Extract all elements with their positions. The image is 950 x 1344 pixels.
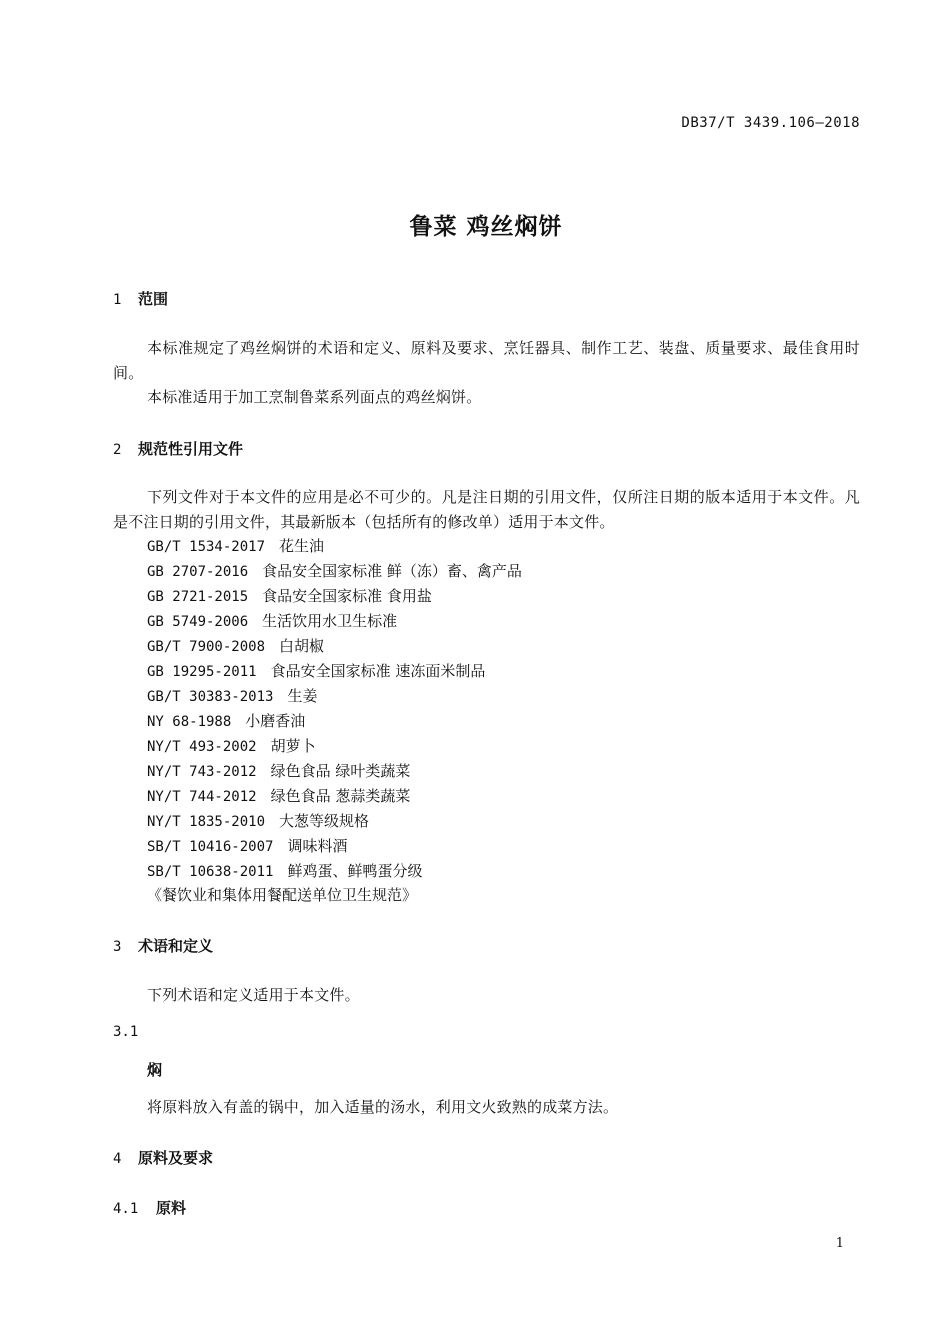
page-title: 鲁菜 鸡丝焖饼 (409, 214, 563, 240)
reference-code: NY 68-1988 (147, 714, 232, 730)
reference-item (147, 760, 410, 781)
reference-item (147, 610, 397, 631)
document-code: DB37/T 3439.106—2018 (681, 115, 860, 131)
reference-item: 《餐饮业和集体用餐配送单位卫生规范》 (147, 886, 418, 904)
reference-name: 生姜 (287, 687, 318, 705)
section-title: 范围 (138, 290, 169, 308)
section-number: 3 (113, 939, 122, 955)
section-heading-normative-references (113, 438, 243, 459)
reference-item (147, 710, 305, 731)
reference-name: 白胡椒 (279, 637, 325, 655)
reference-item (147, 585, 432, 606)
reference-item (147, 835, 347, 856)
reference-item (147, 685, 317, 706)
paragraph: 本标准适用于加工烹制鲁菜系列面点的鸡丝焖饼。 (147, 388, 482, 406)
subsection-title: 原料 (156, 1199, 187, 1217)
reference-code: GB 19295-2011 (147, 664, 257, 680)
reference-code: NY/T 493-2002 (147, 739, 257, 755)
reference-item (147, 785, 410, 806)
section-heading-terms-definitions (113, 935, 213, 956)
reference-name: 鲜鸡蛋、鲜鸭蛋分级 (287, 862, 423, 880)
section-heading-materials (113, 1147, 213, 1168)
reference-name: 调味料酒 (287, 837, 348, 855)
reference-name: 胡萝卜 (270, 737, 316, 755)
reference-code: GB/T 30383-2013 (147, 689, 274, 705)
reference-name: 食品安全国家标准 食用盐 (262, 587, 432, 605)
section-title: 原料及要求 (138, 1149, 214, 1167)
reference-code: NY/T 1835-2010 (147, 814, 266, 830)
reference-name: 绿色食品 绿叶类蔬菜 (270, 762, 411, 780)
reference-item (147, 560, 522, 581)
section-number: 4 (113, 1151, 122, 1167)
section-number: 1 (113, 292, 122, 308)
reference-name: 生活饮用水卫生标准 (262, 612, 398, 630)
reference-name: 食品安全国家标准 鲜（冻）畜、禽产品 (262, 562, 522, 580)
section-heading-scope (113, 288, 168, 309)
reference-code: GB 5749-2006 (147, 614, 249, 630)
reference-item (147, 735, 316, 756)
reference-name: 食品安全国家标准 速冻面米制品 (270, 662, 486, 680)
section-number: 2 (113, 442, 122, 458)
reference-code: SB/T 10638-2011 (147, 864, 274, 880)
term-definition: 将原料放入有盖的锅中，加入适量的汤水，利用文火致熟的成菜方法。 (147, 1098, 619, 1116)
section-title: 规范性引用文件 (138, 440, 244, 458)
reference-item (147, 660, 485, 681)
reference-code: NY/T 743-2012 (147, 764, 257, 780)
paragraph: 本标准规定了鸡丝焖饼的术语和定义、原料及要求、烹饪器具、制作工艺、装盘、质量要求、最佳食用时间。 (113, 339, 860, 382)
reference-item (147, 535, 324, 556)
reference-code: NY/T 744-2012 (147, 789, 257, 805)
reference-code: GB 2707-2016 (147, 564, 249, 580)
subsection-number: 4.1 (113, 1201, 139, 1217)
reference-code: SB/T 10416-2007 (147, 839, 274, 855)
subsection-number: 3.1 (113, 1024, 139, 1040)
reference-name: 绿色食品 葱蒜类蔬菜 (270, 787, 411, 805)
term: 焖 (147, 1061, 163, 1079)
reference-item (147, 810, 369, 831)
reference-item (147, 635, 324, 656)
paragraph: 下列术语和定义适用于本文件。 (147, 986, 360, 1004)
reference-code: GB/T 1534-2017 (147, 539, 266, 555)
reference-name: 花生油 (279, 537, 325, 555)
reference-code: GB 2721-2015 (147, 589, 249, 605)
reference-name: 小磨香油 (245, 712, 306, 730)
paragraph: 下列文件对于本文件的应用是必不可少的。凡是注日期的引用文件，仅所注日期的版本适用于本文件。凡是不注日期的引用文件，其最新版本（包括所有的修改单）适用于本文件。 (113, 488, 860, 531)
section-title: 术语和定义 (138, 937, 214, 955)
reference-name: 大葱等级规格 (279, 812, 370, 830)
subsection-heading-materials (113, 1197, 186, 1218)
reference-item (147, 860, 422, 881)
reference-code: GB/T 7900-2008 (147, 639, 266, 655)
page-number: 1 (835, 1236, 844, 1251)
